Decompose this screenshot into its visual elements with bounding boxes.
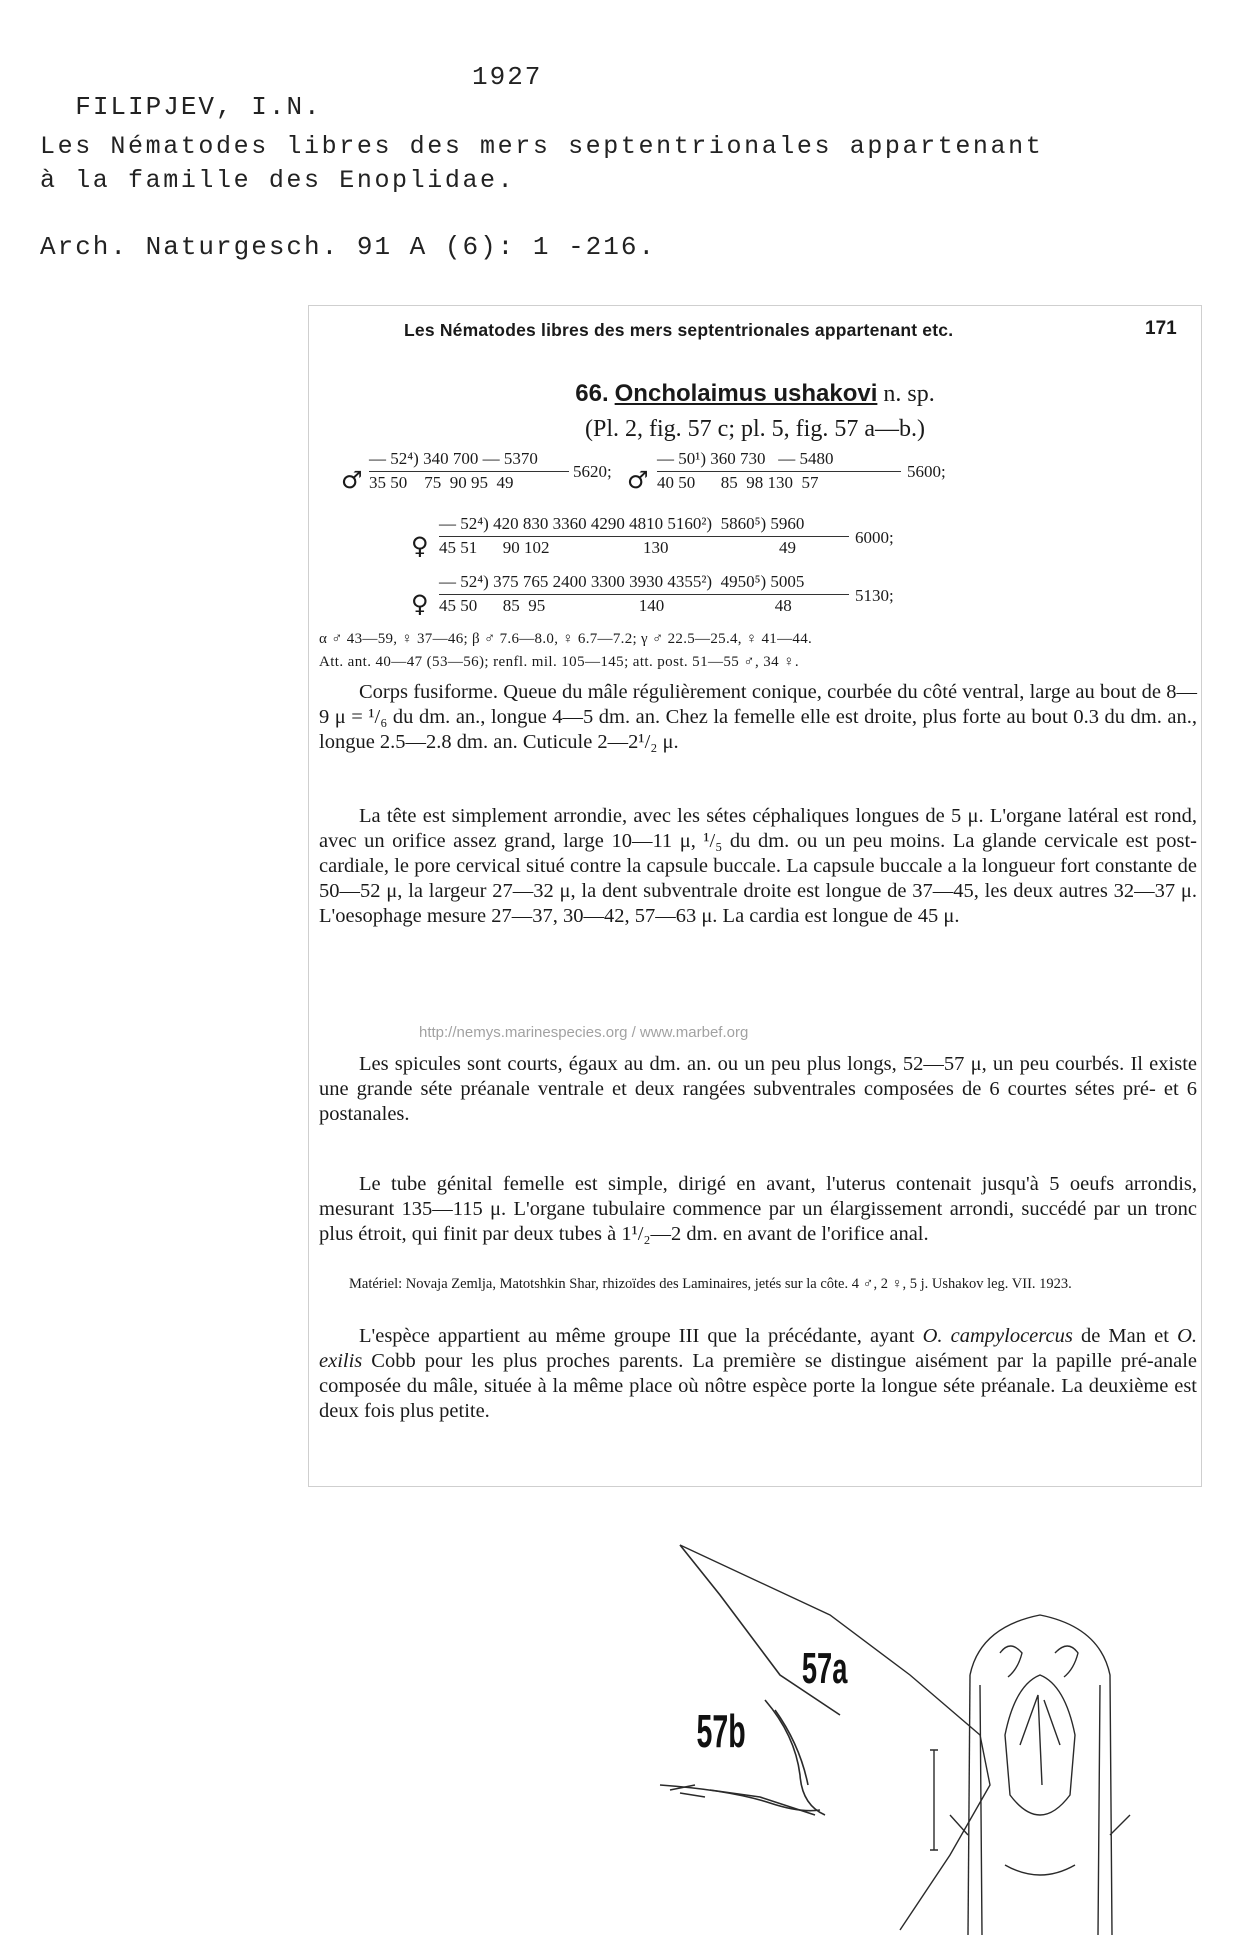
formula-bottom: 45 50 85 95 140 48 xyxy=(439,596,792,615)
formula-top: — 52⁴) 375 765 2400 3300 3930 4355²) 4950⁵) 5005 xyxy=(439,572,805,591)
formula-top: — 52⁴) 340 700 — 5370 xyxy=(369,449,538,468)
paragraph-head: La tête est simplement arrondie, avec les sétes céphaliques longues de 5 μ. L'organe latéral est rond, avec un orifice assez grand, large 10—11 μ, ¹/₅ du dm. ou un peu moins. La glande cervicale est post-cardiale, le pore cervical situé contre la capsule buccale. La capsule buccale a la longueur fort constante de 50—52 μ, la largeur 27—32 μ, la dent subventrale droite est longue de 37—45, les deux autres 32—37 μ. L'oesophage mesure 27—37, 30—42, 57—63 μ. La cardia est longue de 45 μ. xyxy=(319,805,1197,927)
measurements-antennae: Att. ant. 40—47 (53—56); renfl. mil. 105—145; att. post. 51—55 ♂, 34 ♀. xyxy=(319,654,800,670)
paragraph-spicules: Les spicules sont courts, égaux au dm. an. ou un peu plus longs, 52—57 μ, un peu courbés. Il existe une grande séte préanale ventrale et deux rangées subventrales composées de 6 courtes sétes pré- et 6 postanales. xyxy=(319,1053,1197,1125)
fraction-bar xyxy=(439,594,849,595)
text-run: de Man et xyxy=(1072,1325,1178,1347)
figure-57a-head-drawing xyxy=(930,1615,1130,1935)
formula-bottom: 35 50 75 90 95 49 xyxy=(369,473,514,492)
fraction-bar xyxy=(439,536,849,537)
paragraph-genital-tube: Le tube génital femelle est simple, dirigé en avant, l'uterus contenait jusqu'à 5 oeufs arrondis, mesurant 135—115 μ. L'organe tubulaire commence par un élargissement arrondi, succédé par un tronc plus étroit, qui finit par deux tubes à 1¹/₂—2 dm. en avant de l'orifice anal. xyxy=(319,1173,1197,1245)
species-ref: O. campylocercus xyxy=(922,1325,1073,1347)
year: 1927 xyxy=(472,62,543,92)
plate-reference: (Pl. 2, fig. 57 c; pl. 5, fig. 57 a—b.) xyxy=(585,416,925,442)
title-line-2: à la famille des Enoplidae. xyxy=(40,166,516,195)
running-head: Les Nématodes libres des mers septentrionales appartenant etc. xyxy=(404,320,954,340)
species-number: 66. xyxy=(575,380,609,407)
fraction-bar xyxy=(657,471,901,472)
fraction-bar xyxy=(369,471,569,472)
male-symbol: ♂ xyxy=(627,466,649,494)
figure-label-57b: 57b xyxy=(696,1706,746,1758)
female-symbol: ♀ xyxy=(411,590,429,618)
formula-total: 5130; xyxy=(855,586,894,605)
formula-total: 5600; xyxy=(907,462,946,481)
text-run: Cobb pour les plus proches parents. La première se distingue aisément par la papille pré-anale composée du mâle, située à la même place où nôtre espèce porte la longue séte préanale. La deuxième est deux fois plus petite. xyxy=(319,1350,1197,1422)
formula-total: 6000; xyxy=(855,528,894,547)
formula-top: — 52⁴) 420 830 3360 4290 4810 5160²) 5860⁵) 5960 xyxy=(439,514,805,533)
material-note: Matériel: Novaja Zemlja, Matotshkin Shar, rhizoïdes des Laminaires, jetés sur la côte. 4 ♂, 2 ♀, 5 j. Ushakov leg. VII. 1923. xyxy=(349,1276,1072,1292)
page-number: 171 xyxy=(1145,318,1177,339)
formula-bottom: 45 51 90 102 130 49 xyxy=(439,538,796,557)
species-name: Oncholaimus ushakovi xyxy=(614,380,878,407)
female-symbol: ♀ xyxy=(411,532,429,560)
author: FILIPJEV, I.N. xyxy=(75,92,322,122)
measurements-indices: α ♂ 43—59, ♀ 37—46; β ♂ 7.6—8.0, ♀ 6.7—7.2; γ ♂ 22.5—25.4, ♀ 41—44. xyxy=(319,631,813,647)
species-heading xyxy=(309,380,1201,408)
text-run: L'espèce appartient au même groupe III que la précédante, ayant xyxy=(359,1325,923,1347)
formula-total: 5620; xyxy=(573,462,612,481)
citation: Arch. Naturgesch. 91 A (6): 1 -216. xyxy=(40,232,657,262)
paragraph-body-shape: Corps fusiforme. Queue du mâle régulièrement conique, courbée du côté ventral, large au bout de 8—9 μ = ¹/₆ du dm. an., longue 4—5 dm. an. Chez la femelle elle est droite, plus forte au bout 0.3 du dm. an., longue 2.5—2.8 dm. an. Cuticule 2—2¹/₂ μ. xyxy=(319,681,1197,753)
watermark: http://nemys.marinespecies.org / www.marbef.org xyxy=(419,1024,749,1041)
figure-57 xyxy=(650,1535,1190,1935)
formula-top: — 50¹) 360 730 — 5480 xyxy=(657,449,834,468)
male-symbol: ♂ xyxy=(341,466,363,494)
formula-bottom: 40 50 85 98 130 57 xyxy=(657,473,819,492)
species-ref: O. exilis xyxy=(319,1325,1197,1372)
page-clipping xyxy=(308,305,1202,1487)
species-suffix: n. sp. xyxy=(883,381,935,407)
paragraph-relationships xyxy=(319,1324,1197,1424)
figure-label-57a: 57a xyxy=(801,1643,848,1693)
title-line-1: Les Nématodes libres des mers septentrionales appartenant xyxy=(40,132,1044,161)
